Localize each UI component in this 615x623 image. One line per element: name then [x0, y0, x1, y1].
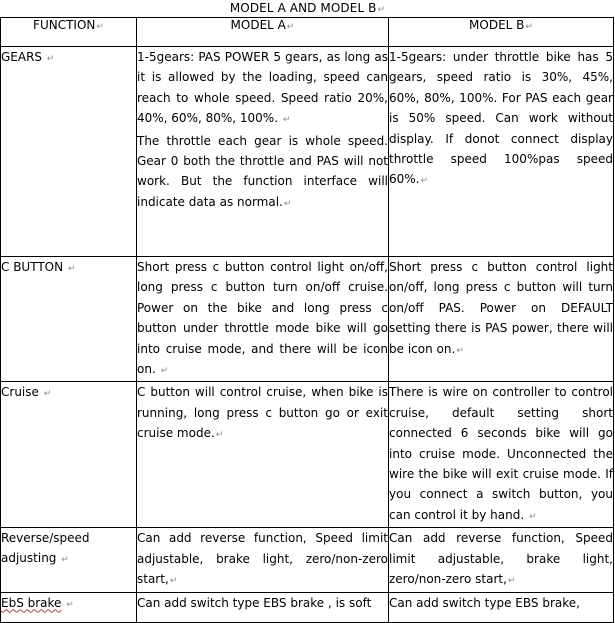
- table-row-ebs-brake: [1, 592, 614, 622]
- table-row-c-button: [1, 257, 614, 382]
- header-function: FUNCTION↵: [1, 18, 137, 47]
- cruise-model-a-text-1: C button will control cruise, when bike is running, long press c button go or exit cruise mode.↵: [137, 385, 388, 441]
- gears-model-b-text-1: 1-5gears: under throttle bike has 5 gears, speed ratio is 30%, 45%, 60%, 80%, 100%. For PAS each gear is 50% speed. Can work without display. If donot connect display throttle speed 100%pas speed 60%.↵: [389, 50, 613, 187]
- comparison-table: [0, 17, 614, 623]
- reverse-model-a-text-1: Can add reverse function, Speed limit adjustable, brake light, zero/non-zero start,↵: [137, 531, 388, 587]
- cell-gears-model-a: [137, 47, 389, 257]
- cell-reverse-model-a: [137, 528, 389, 592]
- gears-model-a-text-1: 1-5gears: PAS POWER 5 gears, as long as it is allowed by the loading, speed can reach to whole speed. Speed ratio 20%, 40%, 60%, 80%, 100%. ↵: [137, 50, 388, 126]
- cruise-model-b-text-1: There is wire on controller to control cruise, default setting short connected 6 seconds bike will go into cruise mode. Unconnected the wire the bike will exit cruise mode. If you connect a switch button, you can control it by hand. ↵: [389, 385, 613, 522]
- header-model-b: MODEL B↵: [389, 18, 614, 47]
- c-button-model-b-text-1: Short press c button control light on/off, long press c button will turn on/off PAS. Power on DEFAULT setting there is PAS power, there will be icon on.↵: [389, 260, 613, 356]
- table-header-row: [1, 18, 614, 47]
- ebs-brake-model-a-text-1: Can add switch type EBS brake , is soft: [137, 595, 372, 610]
- row-label-reverse: Reverse/speed adjusting ↵: [1, 528, 137, 592]
- gears-model-a-text-2: The throttle each gear is whole speed. Gear 0 both the throttle and PAS will not work. But the function interface will indicate data as normal.↵: [137, 133, 388, 209]
- cell-cruise-model-a: [137, 382, 389, 528]
- table-row-gears: [1, 47, 614, 257]
- reverse-model-b-text-1: Can add reverse function, Speed limit adjustable, brake light, zero/non-zero start,↵: [389, 531, 613, 587]
- header-model-a: MODEL A↵: [137, 18, 389, 47]
- table-row-reverse: [1, 528, 614, 592]
- cell-ebs-brake-model-a: [137, 592, 389, 622]
- document-title: MODEL A AND MODEL B↵: [229, 1, 386, 15]
- cell-cruise-model-b: [389, 382, 614, 528]
- cell-gears-model-b: [389, 47, 614, 257]
- row-label-cruise: Cruise ↵: [1, 382, 137, 528]
- ebs-brake-model-b-text-1: Can add switch type EBS brake,: [389, 595, 580, 610]
- row-label-gears: GEARS ↵: [1, 47, 137, 257]
- row-label-ebs-brake: EbS brake ↵: [1, 592, 137, 622]
- c-button-model-a-text-1: Short press c button control light on/off, long press c button turn on/off cruise. Power on the bike and long press c button under throttle mode bike will go into cruise mode, and there will be icon on. ↵: [137, 260, 388, 377]
- cell-c-button-model-a: [137, 257, 389, 382]
- cell-ebs-brake-model-b: [389, 592, 614, 622]
- row-label-c-button: C BUTTON ↵: [1, 257, 137, 382]
- table-row-cruise: [1, 382, 614, 528]
- cell-c-button-model-b: [389, 257, 614, 382]
- cell-reverse-model-b: [389, 528, 614, 592]
